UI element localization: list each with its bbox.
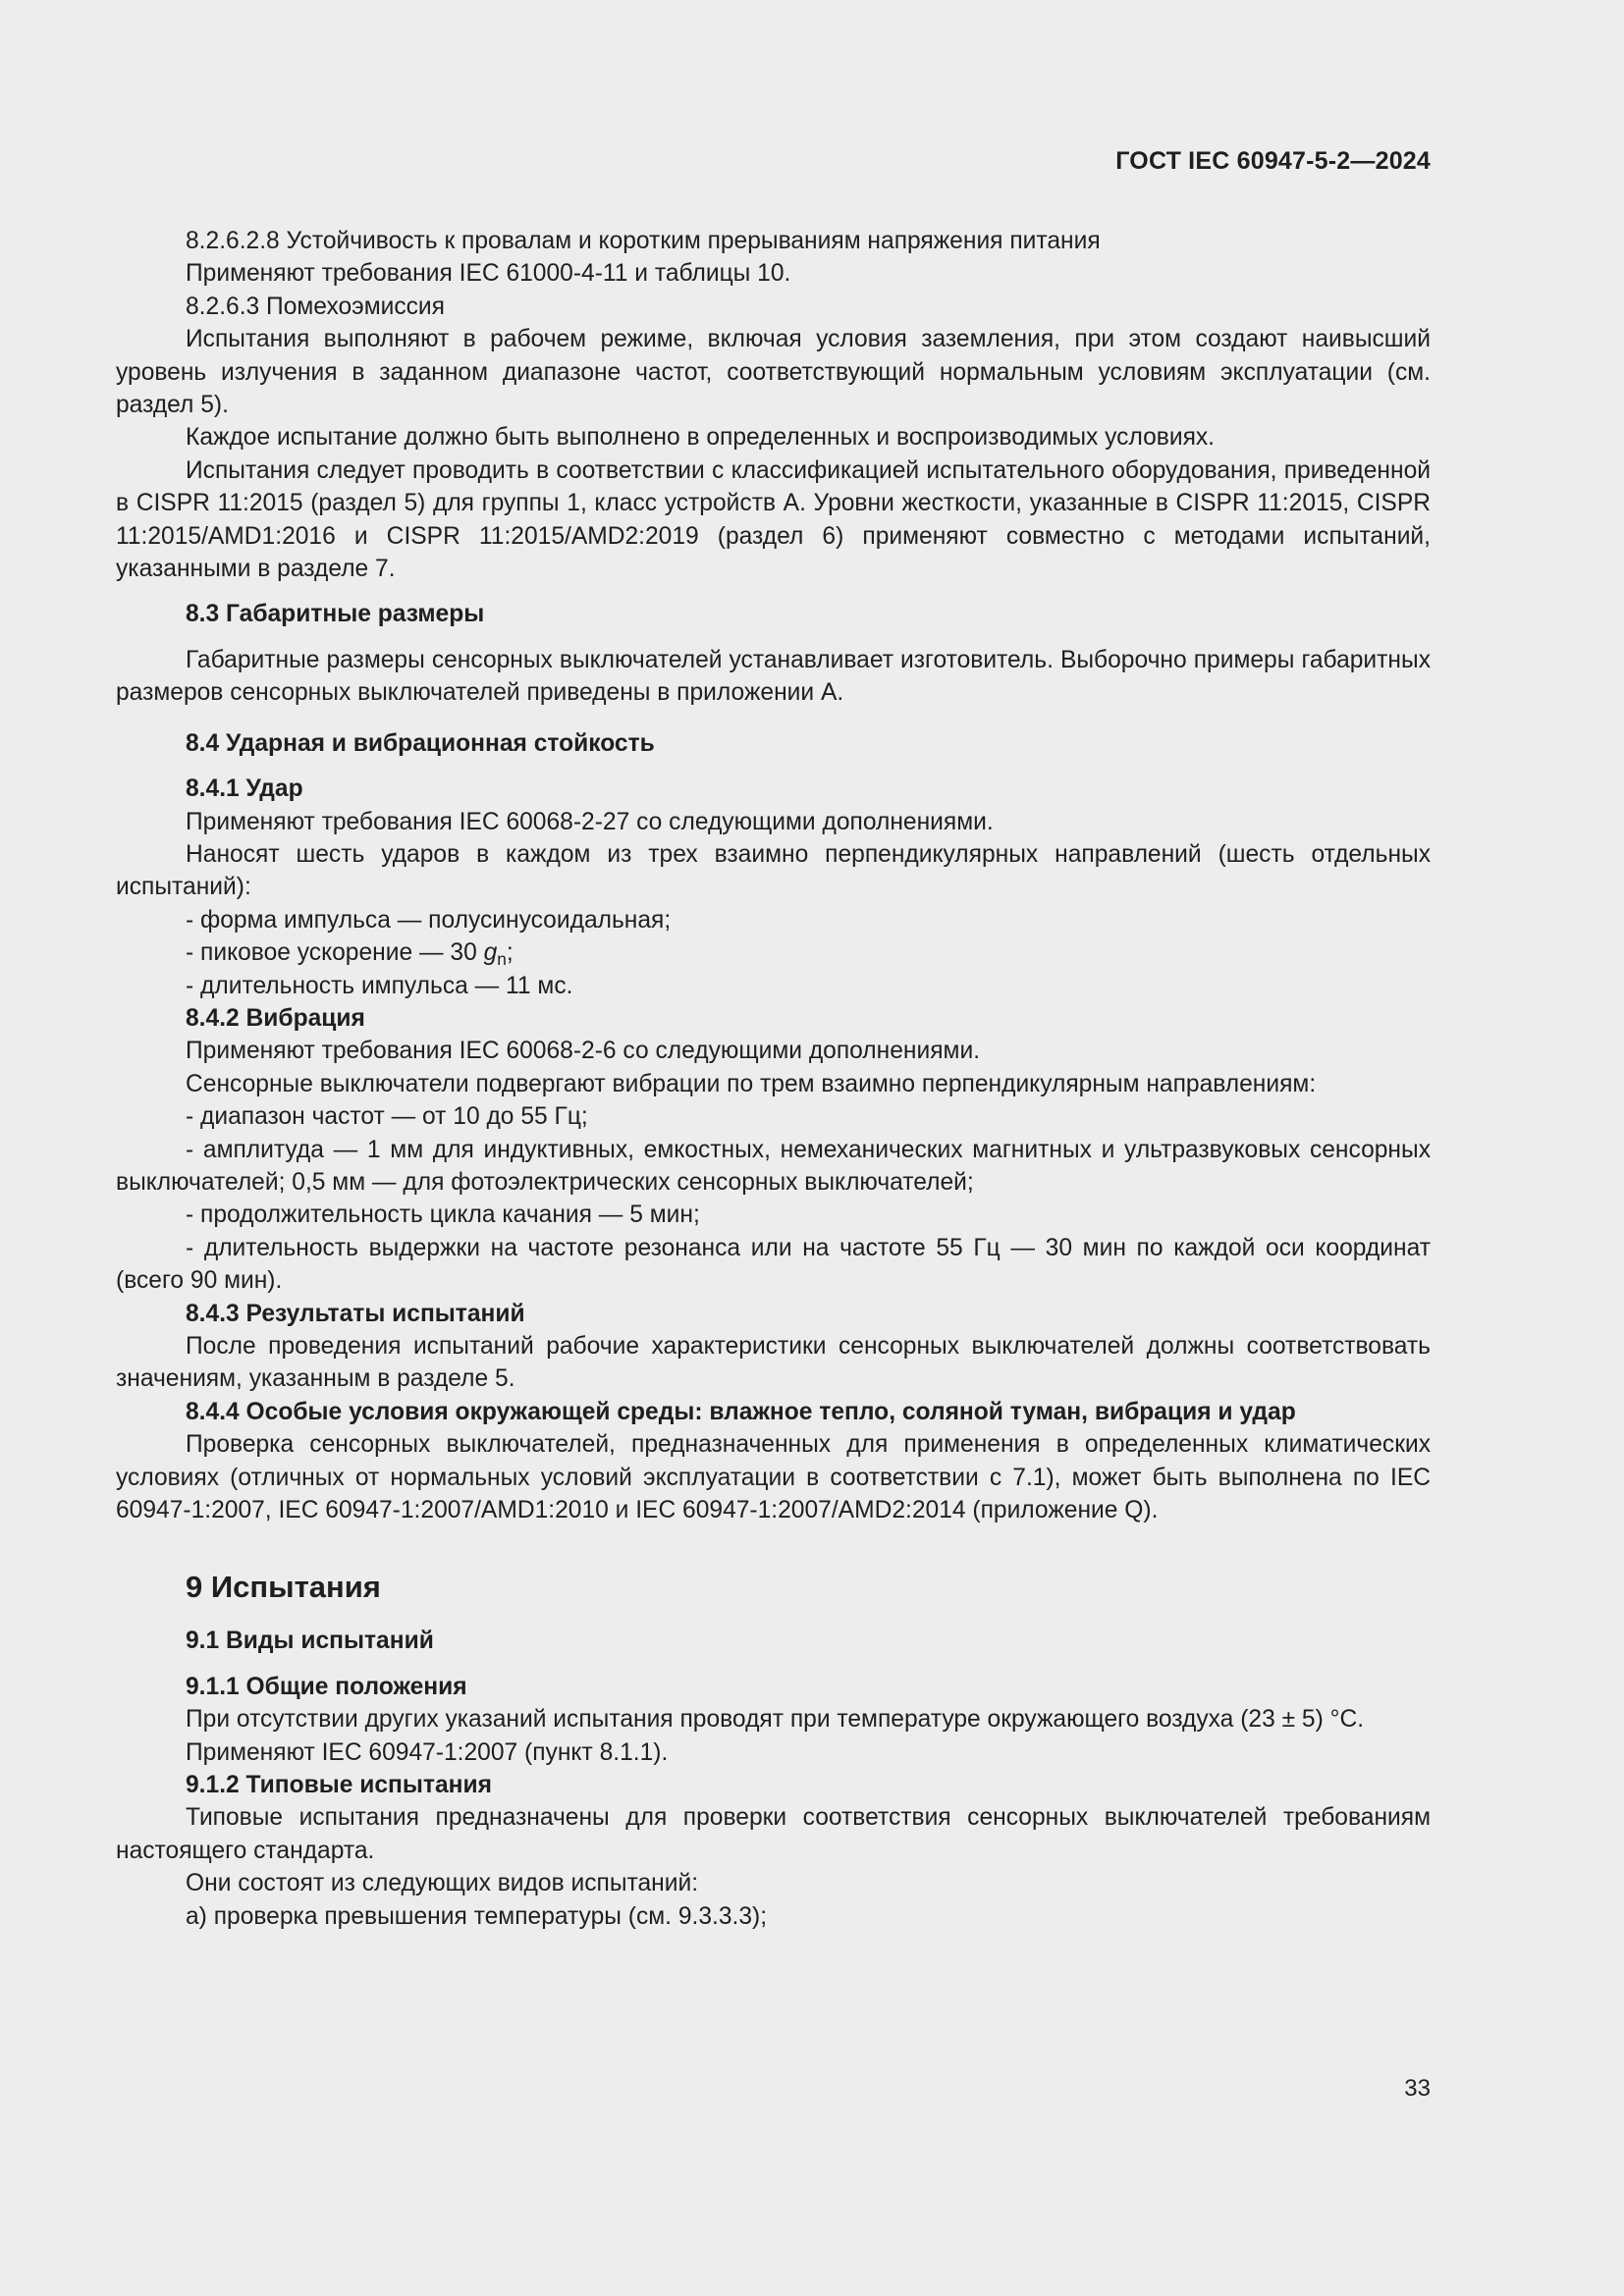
- section-8-4-1-heading: 8.4.1 Удар: [186, 775, 303, 803]
- section-8-4-4-heading: 8.4.4 Особые условия окружающей среды: влажное тепло, соляной туман, вибрация и удар: [186, 1398, 1296, 1425]
- list-item: - продолжительность цикла качания — 5 мин;: [186, 1201, 700, 1229]
- paragraph: Типовые испытания предназначены для проверки соответствия сенсорных выключателей требованиям настоящего стандарта.: [116, 1804, 1431, 1864]
- paragraph: Сенсорные выключатели подвергают вибрации по трем взаимно перпендикулярным направлениям:: [186, 1070, 1317, 1097]
- section-8-4-2-heading: 8.4.2 Вибрация: [186, 1004, 365, 1032]
- paragraph: Испытания выполняют в рабочем режиме, включая условия заземления, при этом создают наивысший уровень излучения в заданном диапазоне частот, соответствующий нормальным условиям эксплуатации (см. раздел 5).: [116, 326, 1431, 419]
- paragraph: Они состоят из следующих видов испытаний:: [186, 1870, 699, 1897]
- list-item: - диапазон частот — от 10 до 55 Гц;: [186, 1103, 588, 1131]
- list-item: - длительность выдержки на частоте резонанса или на частоте 55 Гц — 30 мин по каждой оси координат (всего 90 мин).: [116, 1234, 1431, 1295]
- paragraph: Наносят шесть ударов в каждом из трех взаимно перпендикулярных направлений (шесть отдельных испытаний):: [116, 840, 1431, 901]
- list-item: - форма импульса — полусинусоидальная;: [186, 906, 672, 934]
- paragraph: Габаритные размеры сенсорных выключателей устанавливает изготовитель. Выборочно примеры габаритных размеров сенсорных выключателей приведены в приложении А.: [116, 646, 1431, 707]
- section-9-heading: 9 Испытания: [186, 1570, 381, 1605]
- paragraph: Применяют требования IEC 61000-4-11 и таблицы 10.: [186, 260, 791, 288]
- paragraph: Применяют требования IEC 60068-2-6 со следующими дополнениями.: [186, 1038, 981, 1065]
- paragraph: Применяют IEC 60947-1:2007 (пункт 8.1.1).: [186, 1738, 669, 1766]
- document-body: [116, 225, 1431, 1933]
- page-number: 33: [1404, 2075, 1431, 2102]
- paragraph: После проведения испытаний рабочие характеристики сенсорных выключателей должны соответствовать значениям, указанным в разделе 5.: [116, 1333, 1431, 1393]
- paragraph: При отсутствии других указаний испытания проводят при температуре окружающего воздуха (23 ± 5) °С.: [186, 1706, 1365, 1734]
- list-item: а) проверка превышения температуры (см. 9.3.3.3);: [186, 1902, 768, 1930]
- section-9-1-1-heading: 9.1.1 Общие положения: [186, 1673, 467, 1700]
- section-8-3-heading: 8.3 Габаритные размеры: [186, 601, 485, 628]
- section-9-1-2-heading: 9.1.2 Типовые испытания: [186, 1772, 492, 1799]
- section-9-1-heading: 9.1 Виды испытаний: [186, 1628, 434, 1655]
- clause-8-2-6-3-title: 8.2.6.3 Помехоэмиссия: [186, 293, 445, 320]
- list-item: - длительность импульса — 11 мс.: [186, 972, 573, 999]
- paragraph: Каждое испытание должно быть выполнено в определенных и воспроизводимых условиях.: [186, 424, 1216, 452]
- list-item: - амплитуда — 1 мм для индуктивных, емкостных, немеханических магнитных и ультразвуковых сенсорных выключателей; 0,5 мм — для фотоэлектрических сенсорных выключателей;: [116, 1136, 1431, 1196]
- clause-8-2-6-2-8-title: 8.2.6.2.8 Устойчивость к провалам и коротким прерываниям напряжения питания: [186, 228, 1101, 254]
- paragraph: Применяют требования IEC 60068-2-27 со следующими дополнениями.: [186, 808, 994, 835]
- paragraph: Проверка сенсорных выключателей, предназначенных для применения в определенных климатических условиях (отличных от нормальных условий эксплуатации в соответствии с 7.1), может быть выполнена по IEC 60947-1:2007, IEC 60947-1:2007/AMD1:2010 и IEC 60947-1:2007/AMD2:2014 (приложение Q).: [116, 1431, 1431, 1524]
- section-8-4-heading: 8.4 Ударная и вибрационная стойкость: [186, 729, 655, 757]
- list-item: - пиковое ускорение — 30 $g_n$;: [186, 939, 514, 970]
- document-header: ГОСТ IEC 60947-5-2—2024: [1115, 147, 1431, 175]
- paragraph: Испытания следует проводить в соответствии с классификацией испытательного оборудования, приведенной в CISPR 11:2015 (раздел 5) для группы 1, класс устройств A. Уровни жесткости, указанные в CISPR 11:2015, CISPR 11:2015/AMD1:2016 и CISPR 11:2015/AMD2:2019 (раздел 6) применяют совместно с методами испытаний, указанными в разделе 7.: [116, 456, 1431, 583]
- section-8-4-3-heading: 8.4.3 Результаты испытаний: [186, 1300, 525, 1327]
